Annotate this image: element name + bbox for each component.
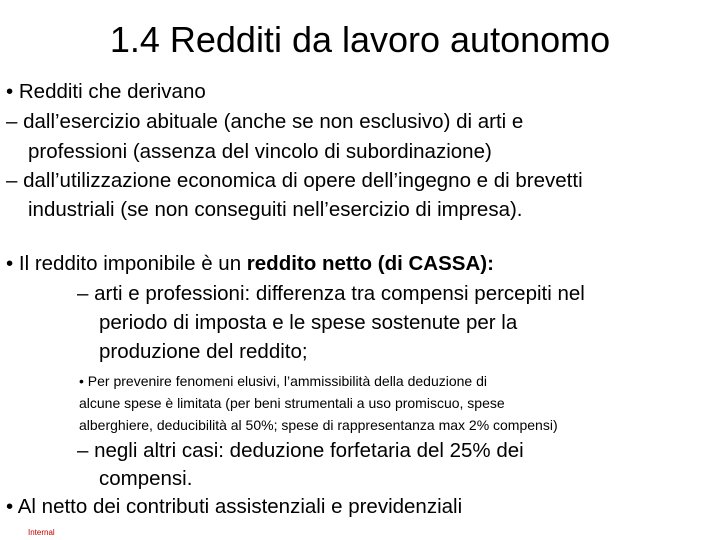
item-utilizzazione-line1: – dall’utilizzazione economica di opere dell’ingegno e di brevetti [6,169,583,192]
bullet-redditi-intro: • Redditi che derivano [6,80,206,103]
subitem-arti-line3: produzione del reddito; [99,340,308,363]
bullet-bold-text: reddito netto (di CASSA): [246,252,494,275]
bullet-al-netto: • Al netto dei contributi assistenziali e previdenziali [6,495,463,518]
subitem-arti-line1: – arti e professioni: differenza tra compensi percepiti nel [77,282,585,305]
subitem-arti-line2: periodo di imposta e le spese sostenute per la [99,311,518,334]
item-esercizio-line1: – dall’esercizio abituale (anche se non esclusivo) di arti e [6,110,524,133]
note-line2: alcune spese è limitata (per beni strumentali a uso promiscuo, spese [79,395,505,411]
note-line1: • Per prevenire fenomeni elusivi, l’ammissibilità della deduzione di [79,373,487,389]
internal-label: Internal [28,528,55,537]
note-line3: alberghiere, deducibilità al 50%; spese di rappresentanza max 2% compensi) [79,417,558,433]
bullet-reddito-imponibile [6,251,494,277]
item-esercizio-line2: professioni (assenza del vincolo di subordinazione) [28,140,492,163]
item-utilizzazione-line2: industriali (se non conseguiti nell’esercizio di impresa). [28,198,523,221]
bullet-lead-text: • Il reddito imponibile è un [6,252,247,275]
subitem-altri-line2: compensi. [99,467,193,490]
slide-title: 1.4 Redditi da lavoro autonomo [109,19,611,60]
subitem-altri-line1: – negli altri casi: deduzione forfetaria del 25% dei [77,439,524,462]
